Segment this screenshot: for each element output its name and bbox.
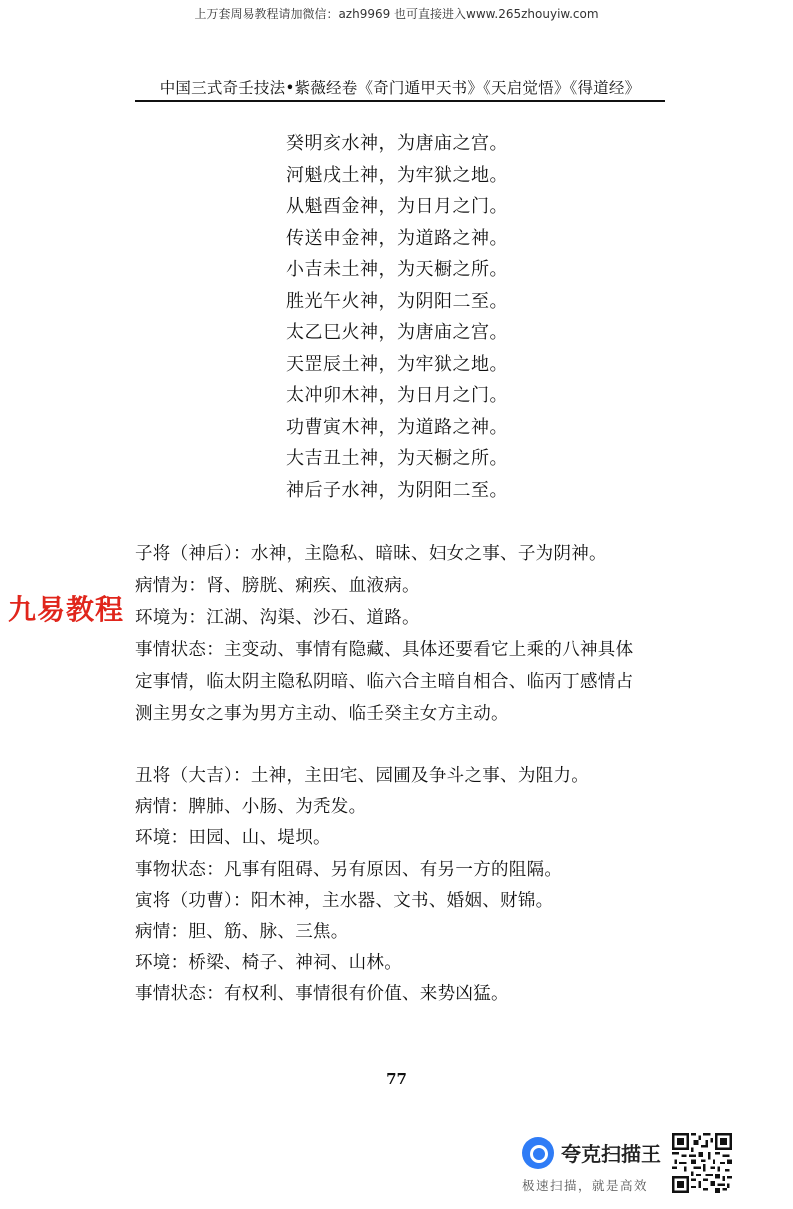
verse-line: 神后子水神，为阴阳二至。 [286, 479, 508, 501]
paragraph-line: 定事情，临太阴主隐私阴暗、临六合主暗自相合、临丙丁感情占 [135, 672, 634, 692]
paragraph-line: 丑将（大吉）：土神，主田宅、园圃及争斗之事、为阻力。 [135, 766, 590, 786]
paragraph-line: 环境为：江湖、沟渠、沙石、道路。 [135, 608, 420, 628]
paragraph-line: 测主男女之事为男方主动、临壬癸主女方主动。 [135, 704, 509, 724]
brand-name: 夸克扫描王 [561, 1142, 661, 1166]
verse-line: 大吉丑土神，为天橱之所。 [286, 448, 508, 469]
quark-logo-icon [522, 1137, 554, 1169]
paragraph-line: 事情状态：主变动、事情有隐藏、具体还要看它上乘的八神具体 [135, 640, 634, 660]
verse-line: 河魁戌土神，为牢狱之地。 [286, 164, 508, 186]
verse-line: 从魁酉金神，为日月之门。 [286, 196, 508, 217]
page-header-title: 中国三式奇壬技法•紫薇经卷《奇门遁甲天书》《天启觉悟》《得道经》 [159, 79, 641, 97]
verse-line: 传送申金神，为道路之神。 [286, 227, 508, 249]
watermark-text: 九易教程 [8, 593, 125, 626]
brand-slogan: 极速扫描，就是高效 [522, 1178, 649, 1193]
page-number: 77 [386, 1070, 407, 1088]
top-note: 上万套周易教程请加微信：azh9969 也可直接进入www.265zhouyiw.com [194, 7, 599, 21]
verse-line: 癸明亥水神，为唐庙之宫。 [286, 133, 508, 154]
section-chou-yin-general [135, 761, 675, 1011]
paragraph-line: 病情：脾肺、小肠、为秃发。 [135, 797, 367, 818]
verse-line: 胜光午火神，为阴阳二至。 [286, 290, 508, 312]
verse-line: 天罡辰土神，为牢狱之地。 [286, 353, 508, 375]
header-rule [135, 100, 665, 102]
paragraph-line: 环境：桥梁、椅子、神祠、山林。 [135, 953, 402, 974]
verse-line: 小吉未土神，为天橱之所。 [286, 259, 508, 280]
verse-line: 功曹寅木神，为道路之神。 [286, 416, 508, 438]
verse-line: 太冲卯木神，为日月之门。 [286, 385, 508, 406]
paragraph-line: 事物状态：凡事有阻碍、另有原因、有另一方的阻隔。 [135, 859, 563, 880]
paragraph-line: 环境：田园、山、堤坝。 [135, 828, 331, 849]
paragraph-line: 子将（神后）：水神，主隐私、暗昧、妇女之事、子为阴神。 [135, 544, 607, 564]
scanner-brand [519, 1132, 669, 1196]
section-zi-general [135, 538, 675, 730]
qr-code-icon [672, 1133, 732, 1193]
paragraph-line: 病情：胆、筋、脉、三焦。 [135, 921, 349, 942]
paragraph-line: 事情状态：有权利、事情很有价值、来势凶猛。 [135, 984, 509, 1005]
verse-line: 太乙巳火神，为唐庙之宫。 [286, 322, 508, 343]
paragraph-line: 病情为：肾、膀胱、痢疾、血液病。 [135, 576, 420, 596]
paragraph-line: 寅将（功曹）：阳木神，主水器、文书、婚姻、财锦。 [135, 890, 554, 911]
verse-list [286, 128, 508, 506]
